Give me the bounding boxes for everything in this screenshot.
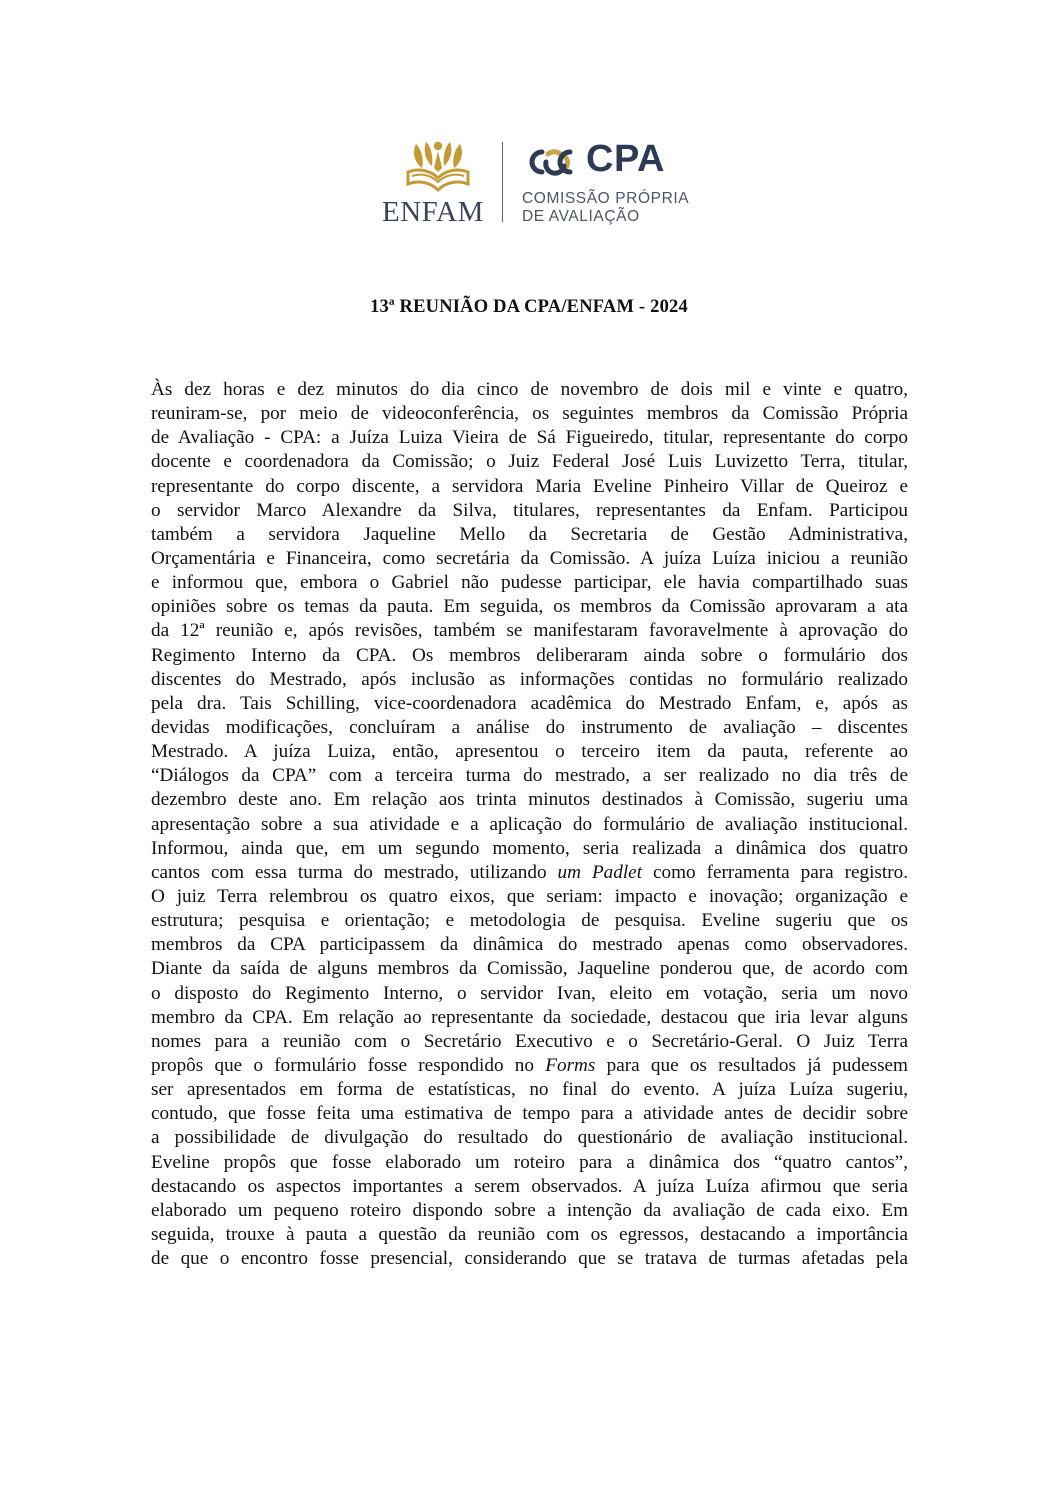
- body-line: estrutura; pesquisa e orientação; e metodologia de pesquisa. Eveline sugeriu que os: [151, 910, 908, 932]
- body-line: dezembro deste ano. Em relação aos trinta minutos destinados à Comissão, sugeriu uma: [151, 789, 908, 811]
- enfam-wordmark: ENFAM: [382, 196, 484, 228]
- body-line: contudo, que fosse feita uma estimativa de tempo para a atividade antes de decidir sobre: [151, 1103, 908, 1125]
- cpa-logo: [520, 138, 696, 228]
- cpa-wordmark: CPA: [586, 138, 665, 180]
- body-line: Orçamentária e Financeira, como secretária da Comissão. A juíza Luíza iniciou a reunião: [151, 547, 908, 569]
- body-line-emphasis: Forms: [545, 1054, 596, 1076]
- body-line-text: propôs que o formulário fosse respondido no: [151, 1054, 546, 1076]
- body-line: e informou que, embora o Gabriel não pudesse participar, ele havia compartilhado suas: [151, 572, 908, 594]
- body-line: discentes do Mestrado, após inclusão as informações contidas no formulário realizado: [151, 668, 908, 690]
- body-line: [151, 861, 908, 885]
- body-line: reuniram-se, por meio de videoconferência, os seguintes membros da Comissão Própria: [151, 403, 908, 425]
- body-line: [151, 1054, 908, 1078]
- body-line: “Diálogos da CPA” com a terceira turma do mestrado, a ser realizado no dia três de: [151, 765, 908, 787]
- body-line-text: para que os resultados já pudessem: [595, 1054, 908, 1076]
- body-line: de que o encontro fosse presencial, considerando que se tratava de turmas afetadas pela: [151, 1248, 908, 1270]
- enfam-book-emblem-icon: [404, 138, 472, 192]
- body-line: Diante da saída de alguns membros da Comissão, Jaqueline ponderou que, de acordo com: [151, 958, 908, 980]
- body-line: opiniões sobre os temas da pauta. Em seguida, os membros da Comissão aprovaram a ata: [151, 596, 908, 618]
- body-line-text: Informou, ainda que, em um segundo momento, seria realizada a dinâmica dos quatro: [151, 837, 908, 859]
- body-line: [151, 837, 908, 861]
- minutes-body: [151, 378, 908, 1271]
- body-line: apresentação sobre a sua atividade e a aplicação do formulário de avaliação institucional.: [151, 813, 908, 835]
- document-title: 13ª REUNIÃO DA CPA/ENFAM - 2024: [370, 297, 688, 317]
- body-line: ser apresentados em forma de estatísticas, no final do evento. A juíza Luíza sugeriu,: [151, 1079, 908, 1101]
- body-line: de Avaliação - CPA: a Juíza Luiza Vieira de Sá Figueiredo, titular, representante do corpo: [151, 427, 908, 449]
- body-line: o servidor Marco Alexandre da Silva, titulares, representantes da Enfam. Participou: [151, 499, 908, 521]
- body-line: o disposto do Regimento Interno, o servidor Ivan, eleito em votação, seria um novo: [151, 982, 908, 1004]
- cpa-subtitle-line1: COMISSÃO PRÓPRIA: [522, 190, 690, 207]
- body-line: pela dra. Tais Schilling, vice-coordenadora acadêmica do Mestrado Enfam, e, após as: [151, 692, 908, 714]
- body-line: elaborado um pequeno roteiro dispondo sobre a intenção da avaliação de cada eixo. Em: [151, 1199, 908, 1221]
- body-line: Às dez horas e dez minutos do dia cinco de novembro de dois mil e vinte e quatro,: [151, 379, 908, 400]
- logo-divider: [502, 142, 503, 222]
- body-line: Regimento Interno da CPA. Os membros deliberaram ainda sobre o formulário dos: [151, 644, 908, 666]
- cpa-subtitle-line2: DE AVALIAÇÃO: [522, 208, 640, 225]
- header-logos: [362, 132, 696, 234]
- body-line-text: como ferramenta para registro.: [642, 861, 908, 883]
- body-line-emphasis: um Padlet: [557, 861, 643, 883]
- body-line: Mestrado. A juíza Luiza, então, apresentou o terceiro item da pauta, referente ao: [151, 741, 908, 763]
- body-line: membros da CPA participassem da dinâmica do mestrado apenas como observadores.: [151, 934, 908, 956]
- body-line: destacando os aspectos importantes a serem observados. A juíza Luíza afirmou que seria: [151, 1175, 908, 1197]
- body-line: representante do corpo discente, a servidora Maria Eveline Pinheiro Villar de Queiroz e: [151, 475, 908, 497]
- body-line: O juiz Terra relembrou os quatro eixos, que seriam: impacto e inovação; organização e: [151, 885, 908, 907]
- body-line: nomes para a reunião com o Secretário Executivo e o Secretário-Geral. O Juiz Terra: [151, 1030, 908, 1052]
- body-line-text: cantos com essa turma do mestrado, utilizando: [151, 861, 558, 883]
- body-line: devidas modificações, concluíram a análise do instrumento de avaliação – discentes: [151, 716, 908, 738]
- body-line: também a servidora Jaqueline Mello da Secretaria de Gestão Administrativa,: [151, 523, 908, 545]
- body-line: seguida, trouxe à pauta a questão da reunião com os egressos, destacando a importância: [151, 1223, 908, 1245]
- enfam-logo: [372, 138, 492, 228]
- cpa-linked-rings-icon: [520, 144, 590, 180]
- body-line: da 12ª reunião e, após revisões, também se manifestaram favoravelmente à aprovação do: [151, 620, 908, 642]
- body-line: Eveline propôs que fosse elaborado um roteiro para a dinâmica dos “quatro cantos”,: [151, 1151, 908, 1173]
- body-line: docente e coordenadora da Comissão; o Juiz Federal José Luis Luvizetto Terra, titular,: [151, 451, 908, 473]
- body-line: a possibilidade de divulgação do resultado do questionário de avaliação institucional.: [151, 1127, 908, 1149]
- body-line: membro da CPA. Em relação ao representante da sociedade, destacou que iria levar alguns: [151, 1006, 908, 1028]
